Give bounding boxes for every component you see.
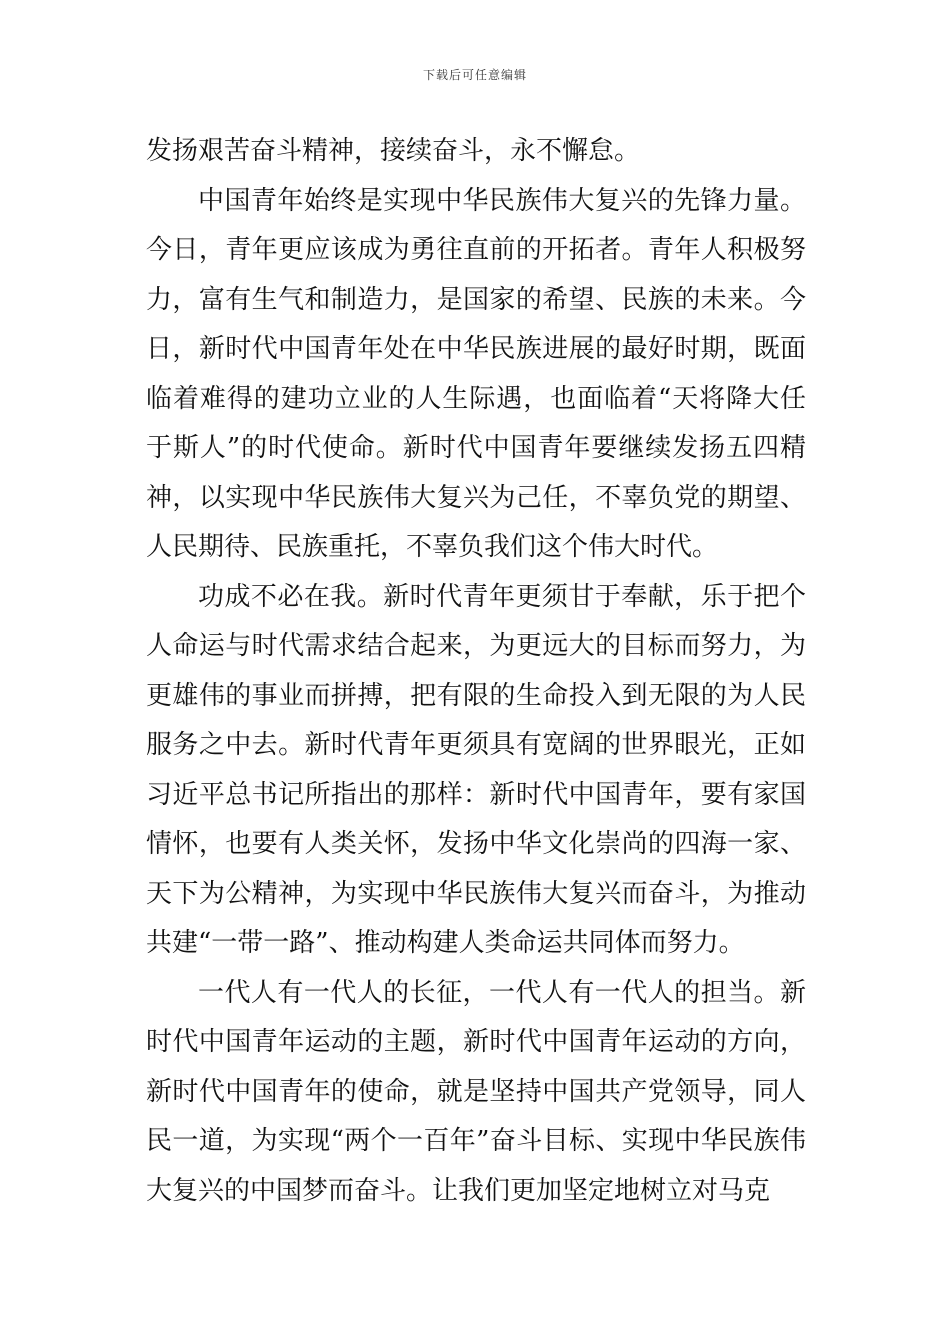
paragraph-4: 一代人有一代人的长征，一代人有一代人的担当。新时代中国青年运动的主题，新时代中国青年运动的方向，新时代中国青年的使命，就是坚持中国共产党领导，同人民一道，为实现“两个一百年”奋斗目标、实现中华民族伟大复兴的中国梦而奋斗。让我们更加坚定地树立对马克	[146, 977, 806, 1206]
document-body	[146, 127, 806, 1216]
paragraph-1: 发扬艰苦奋斗精神，接续奋斗，永不懈怠。	[146, 136, 641, 166]
paragraph-2: 中国青年始终是实现中华民族伟大复兴的先锋力量。今日，青年更应该成为勇往直前的开拓者。青年人积极努力，富有生气和制造力，是国家的希望、民族的未来。今日，新时代中国青年处在中华民族进展的最好时期，既面临着难得的建功立业的人生际遇，也面临着“天将降大任于斯人”的时代使命。新时代中国青年要继续发扬五四精神，以实现中华民族伟大复兴为己任，不辜负党的期望、人民期待、民族重托，不辜负我们这个伟大时代。	[146, 185, 806, 562]
page-header: 下载后可任意编辑	[422, 68, 527, 82]
paragraph-3: 功成不必在我。新时代青年更须甘于奉献，乐于把个人命运与时代需求结合起来，为更远大的目标而努力，为更雄伟的事业而拼搏，把有限的生命投入到无限的为人民服务之中去。新时代青年更须具有宽阔的世界眼光，正如习近平总书记所指出的那样：新时代中国青年，要有家国情怀，也要有人类关怀，发扬中华文化崇尚的四海一家、天下为公精神，为实现中华民族伟大复兴而奋斗，为推动共建“一带一路”、推动构建人类命运共同体而努力。	[146, 581, 806, 958]
